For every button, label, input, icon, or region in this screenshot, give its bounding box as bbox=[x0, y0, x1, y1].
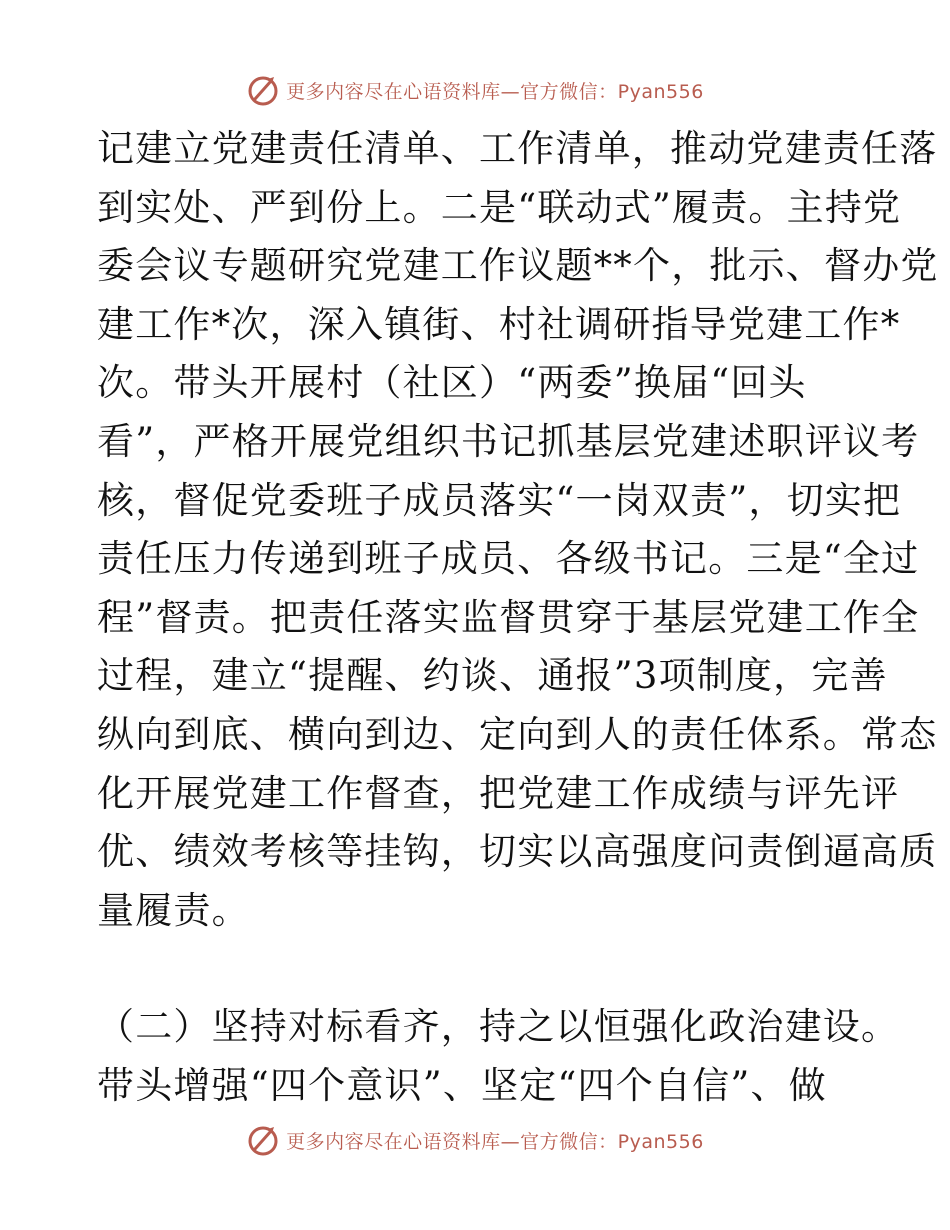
footer-watermark bbox=[0, 1120, 950, 1160]
document-body bbox=[97, 120, 939, 1116]
section-heading-line: （二）坚持对标看齐，持之以恒强化政治建设。 bbox=[97, 1005, 900, 1049]
text-line: 记建立党建责任清单、工作清单，推动党建责任落 bbox=[97, 127, 938, 170]
text-line: 建工作*次，深入镇街、村社调研指导党建工作* bbox=[97, 302, 901, 346]
text-line: 责任压力传递到班子成员、各级书记。三是“全过 bbox=[97, 537, 920, 581]
brush-logo-icon bbox=[246, 73, 280, 107]
text-line: 过程，建立“提醒、约谈、通报”3项制度，完善 bbox=[97, 654, 888, 698]
paragraph bbox=[97, 998, 900, 1115]
watermark-text: 更多内容尽在心语资料库—官方微信：Pyan556 bbox=[286, 80, 704, 103]
header-watermark bbox=[0, 70, 950, 110]
brush-logo-icon bbox=[246, 1123, 280, 1157]
watermark-text: 更多内容尽在心语资料库—官方微信：Pyan556 bbox=[286, 1130, 704, 1153]
text-line: 带头增强“四个意识”、坚定“四个自信”、做 bbox=[97, 1063, 827, 1107]
text-line: 看”，严格开展党组织书记抓基层党建述职评议考 bbox=[97, 419, 920, 463]
text-line: 优、绩效考核等挂钩，切实以高强度问责倒逼高质 bbox=[97, 830, 938, 874]
text-line: 程”督责。把责任落实监督贯穿于基层党建工作全 bbox=[97, 595, 920, 639]
text-line: 量履责。 bbox=[97, 888, 250, 932]
text-line: 化开展党建工作督查，把党建工作成绩与评先评 bbox=[97, 771, 900, 815]
text-line: 次。带头开展村（社区）“两委”换届“回头 bbox=[97, 361, 807, 405]
text-line: 核，督促党委班子成员落实“一岗双责”，切实把 bbox=[97, 478, 902, 522]
text-line: 委会议专题研究党建工作议题**个，批示、督办党 bbox=[97, 244, 939, 288]
text-line: 到实处、严到份上。二是“联动式”履责。主持党 bbox=[97, 185, 902, 229]
paragraph bbox=[97, 120, 939, 940]
paragraph-spacer bbox=[97, 940, 857, 998]
text-line: 纵向到底、横向到边、定向到人的责任体系。常态 bbox=[97, 712, 938, 756]
